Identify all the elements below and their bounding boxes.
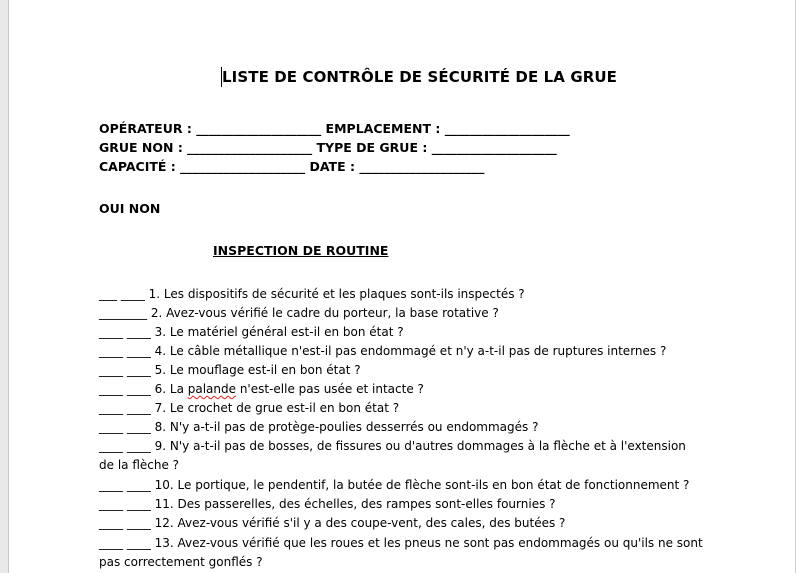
checklist-item-2[interactable]: ________ 2. Avez-vous vérifié le cadre du porteur, la base rotative ? xyxy=(99,306,499,320)
left-margin-gutter xyxy=(0,0,9,573)
checklist-item-6[interactable] xyxy=(99,382,424,396)
checklist-item-10[interactable]: ____ ____ 10. Le portique, le pendentif, la butée de flèche sont-ils en bon état de fonctionnement ? xyxy=(99,478,690,492)
checklist-item-3[interactable]: ____ ____ 3. Le matériel général est-il en bon état ? xyxy=(99,325,404,339)
capacity-date-line[interactable]: CAPACITÉ : ____________________ DATE : ____________________ xyxy=(99,159,485,174)
document-title[interactable]: LISTE DE CONTRÔLE DE SÉCURITÉ DE LA GRUE xyxy=(222,68,618,86)
checklist-item-4[interactable]: ____ ____ 4. Le câble métallique n'est-il pas endommagé et n'y a-t-il pas de ruptures internes ? xyxy=(99,344,667,358)
checklist-item-6-prefix: ____ ____ 6. La xyxy=(99,382,188,396)
checklist-item-12[interactable]: ____ ____ 12. Avez-vous vérifié s'il y a des coupe-vent, des cales, des butées ? xyxy=(99,516,566,530)
checklist-item-8[interactable]: ____ ____ 8. N'y a-t-il pas de protège-poulies desserrés ou endommagés ? xyxy=(99,420,539,434)
checklist-item-7[interactable]: ____ ____ 7. Le crochet de grue est-il en bon état ? xyxy=(99,401,400,415)
checklist-item-13-continuation[interactable]: pas correctement gonflés ? xyxy=(99,555,263,569)
checklist-item-11[interactable]: ____ ____ 11. Des passerelles, des échelles, des rampes sont-elles fournies ? xyxy=(99,497,556,511)
crane-type-line[interactable]: GRUE NON : ____________________ TYPE DE GRUE : ____________________ xyxy=(99,140,557,155)
checklist-item-9[interactable]: ____ ____ 9. N'y a-t-il pas de bosses, de fissures ou d'autres dommages à la flèche et à l'extension xyxy=(99,439,686,453)
section-title-routine-inspection[interactable]: INSPECTION DE ROUTINE xyxy=(213,243,389,258)
checklist-item-9-continuation[interactable]: de la flèche ? xyxy=(99,458,180,472)
checklist-item-6-rest: n'est-elle pas usée et intacte ? xyxy=(236,382,424,396)
spelling-error-word[interactable]: palande xyxy=(187,382,237,396)
yes-no-header[interactable]: OUI NON xyxy=(99,201,161,216)
operator-location-line[interactable]: OPÉRATEUR : ____________________ EMPLACEMENT : ____________________ xyxy=(99,121,570,136)
checklist-item-1[interactable]: ___ ____ 1. Les dispositifs de sécurité et les plaques sont-ils inspectés ? xyxy=(99,287,525,301)
checklist-item-13[interactable]: ____ ____ 13. Avez-vous vérifié que les roues et les pneus ne sont pas endommagés ou qu'ils ne sont xyxy=(99,536,703,550)
checklist-item-5[interactable]: ____ ____ 5. Le mouflage est-il en bon état ? xyxy=(99,363,361,377)
